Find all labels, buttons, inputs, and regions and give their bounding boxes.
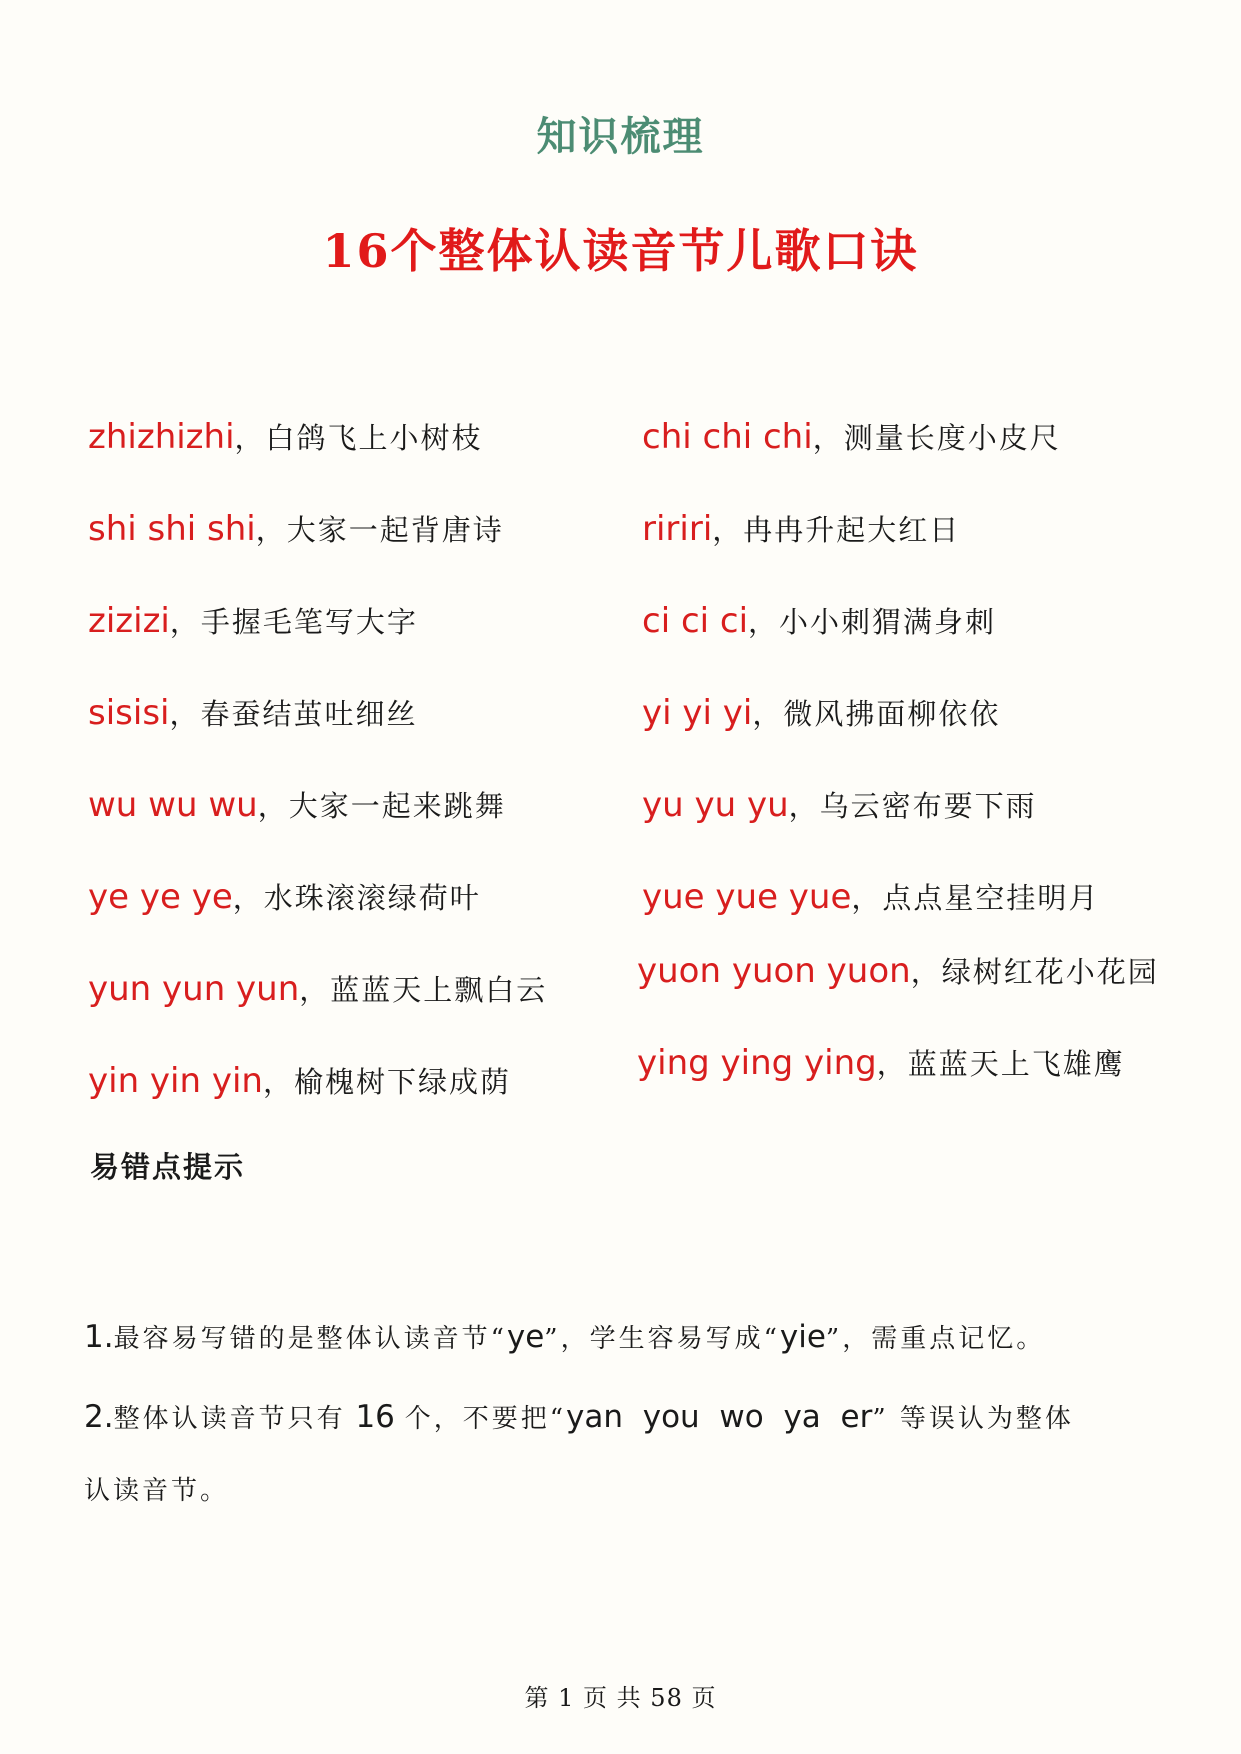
rhyme-text: ，白鸽飞上小树枝 (234, 421, 483, 455)
hint-item-1 (84, 1318, 1045, 1355)
hint-latin: yie (779, 1319, 826, 1355)
hint-item-2 (84, 1398, 1074, 1435)
hint-text: ”，需重点记忆。 (825, 1324, 1046, 1354)
hint-item-2-continued: 认读音节。 (84, 1476, 230, 1506)
hint-number: 2. (84, 1399, 114, 1435)
hint-latin: ye (506, 1319, 545, 1355)
rhyme-pinyin: ye ye ye (88, 877, 233, 917)
rhyme-text: ，蓝蓝天上飞雄鹰 (876, 1047, 1125, 1081)
rhyme-line (642, 416, 1061, 457)
rhyme-pinyin: yi yi yi (642, 693, 753, 733)
rhyme-pinyin: zhizhizhi (88, 417, 235, 457)
rhyme-line (637, 1042, 1125, 1083)
rhyme-text: ，蓝蓝天上飘白云 (299, 973, 548, 1007)
rhyme-line (642, 692, 1000, 733)
rhyme-text: ，榆槐树下绿成荫 (262, 1065, 511, 1099)
rhyme-line (88, 416, 483, 457)
rhyme-text: ，测量长度小皮尺 (812, 421, 1061, 455)
page-footer: 第 1 页 共 58 页 (524, 1684, 717, 1712)
rhyme-line (642, 876, 1099, 917)
hint-text: ”，学生容易写成“ (544, 1324, 780, 1354)
rhyme-line (88, 1060, 511, 1101)
rhyme-pinyin: zizizi (88, 601, 170, 641)
rhyme-text: ，冉冉升起大红日 (712, 513, 961, 547)
hint-number: 1. (84, 1319, 114, 1355)
rhyme-text: ，春蚕结茧吐细丝 (169, 697, 418, 731)
rhyme-text: ，微风拂面柳依依 (752, 697, 1001, 731)
rhyme-pinyin: sisisi (88, 693, 170, 733)
hint-latin: yan you wo ya er (566, 1399, 873, 1435)
rhyme-text: ，手握毛笔写大字 (169, 605, 418, 639)
rhyme-line (637, 950, 1159, 991)
rhyme-line (88, 968, 547, 1009)
rhyme-pinyin: shi shi shi (88, 509, 256, 549)
rhyme-pinyin: yin yin yin (88, 1061, 263, 1101)
page-title: 16个整体认读音节儿歌口诀 (322, 224, 919, 278)
rhyme-line (642, 600, 996, 641)
rhyme-line (88, 876, 481, 917)
rhyme-text: ，乌云密布要下雨 (788, 789, 1037, 823)
rhyme-line (88, 508, 504, 549)
hints-heading: 易错点提示 (90, 1150, 246, 1184)
hint-text: ” 等误认为整体 (872, 1404, 1074, 1434)
rhyme-pinyin: wu wu wu (88, 785, 258, 825)
rhyme-pinyin: yue yue yue (642, 877, 852, 917)
rhyme-line (642, 784, 1037, 825)
rhyme-pinyin: yun yun yun (88, 969, 300, 1009)
rhyme-text: ，大家一起背唐诗 (255, 513, 504, 547)
section-title: 知识梳理 (536, 113, 705, 160)
rhyme-line (88, 600, 418, 641)
rhyme-line (88, 784, 506, 825)
hint-text: 个，不要把“ (404, 1404, 567, 1434)
rhyme-text: ，点点星空挂明月 (851, 881, 1100, 915)
rhyme-line (88, 692, 418, 733)
rhyme-text: ，绿树红花小花园 (910, 955, 1159, 989)
rhyme-pinyin: yu yu yu (642, 785, 789, 825)
hint-text: 最容易写错的是整体认读音节“ (113, 1324, 507, 1354)
rhyme-pinyin: ci ci ci (642, 601, 749, 641)
rhyme-text: ，水珠滚滚绿荷叶 (232, 881, 481, 915)
rhyme-text: ，小小刺猬满身刺 (748, 605, 997, 639)
hint-count: 16 (345, 1399, 405, 1435)
rhyme-pinyin: chi chi chi (642, 417, 813, 457)
rhyme-pinyin: yuon yuon yuon (637, 951, 911, 991)
rhyme-pinyin: ying ying ying (637, 1043, 877, 1083)
hint-text: 整体认读音节只有 (113, 1404, 346, 1434)
rhyme-pinyin: ririri (642, 509, 713, 549)
rhyme-text: ，大家一起来跳舞 (257, 789, 506, 823)
rhyme-line (642, 508, 960, 549)
